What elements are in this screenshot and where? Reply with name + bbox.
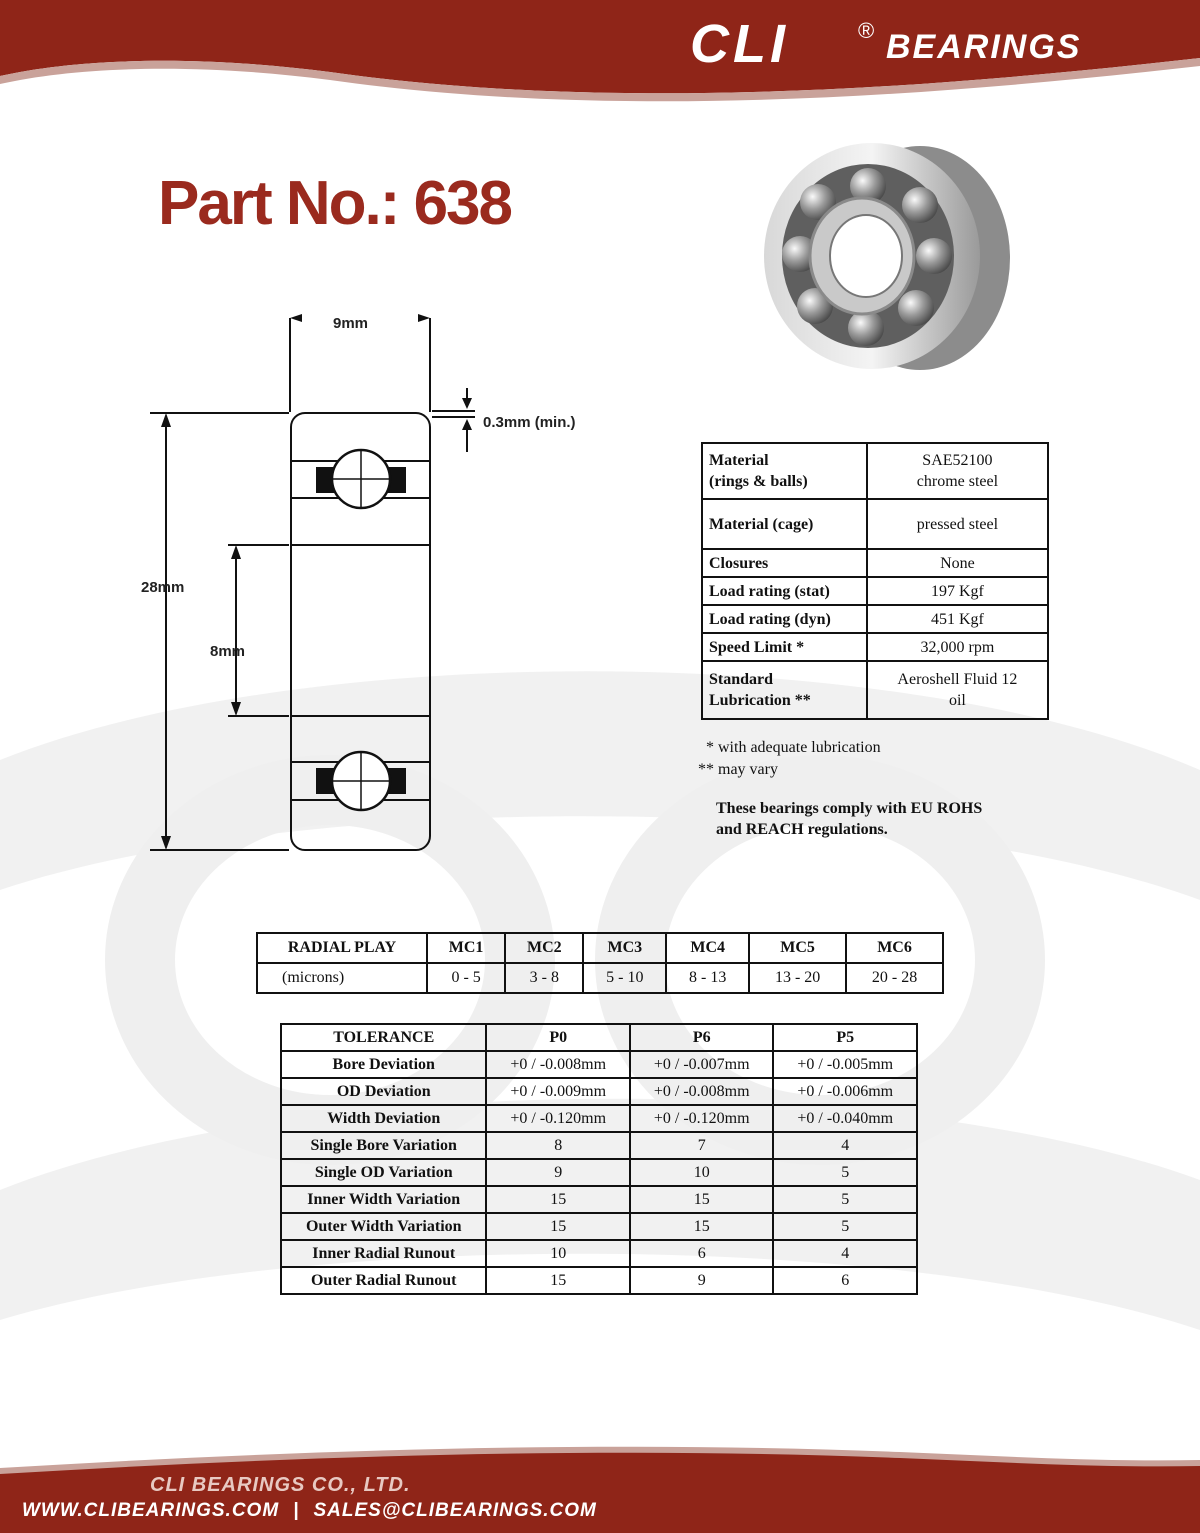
table-cell: 0 - 5 [427, 963, 505, 993]
table-cell: 3 - 8 [505, 963, 583, 993]
table-header-cell: P6 [630, 1024, 774, 1051]
table-row-label: Width Deviation [281, 1105, 486, 1132]
table-row-label: Inner Width Variation [281, 1186, 486, 1213]
registered-mark: ® [858, 18, 875, 43]
table-cell: +0 / -0.040mm [773, 1105, 917, 1132]
table-cell: 9 [486, 1159, 630, 1186]
spec-value: 197 Kgf [867, 577, 1048, 605]
spec-label: Standard [709, 671, 774, 688]
table-cell: +0 / -0.120mm [630, 1105, 774, 1132]
table-cell: 15 [630, 1213, 774, 1240]
compliance-line: and REACH regulations. [716, 821, 888, 838]
footnote-may-vary: ** may vary [698, 761, 778, 778]
spec-value: 451 Kgf [867, 605, 1048, 633]
spec-value: oil [948, 692, 966, 709]
table-cell: 5 - 10 [583, 963, 666, 993]
spec-label: Material (cage) [702, 499, 867, 549]
footer-company-name: CLI BEARINGS CO., LTD. [150, 1474, 411, 1496]
table-header-cell: MC6 [846, 933, 943, 963]
part-title: Part No.: 638 [158, 169, 512, 238]
compliance-line: These bearings comply with EU ROHS [716, 800, 983, 817]
table-header-cell: P5 [773, 1024, 917, 1051]
table-cell: 15 [486, 1213, 630, 1240]
table-header-cell: MC2 [505, 933, 583, 963]
footnote-lubrication: * with adequate lubrication [706, 739, 881, 756]
spec-label: Closures [702, 549, 867, 577]
table-cell: +0 / -0.005mm [773, 1051, 917, 1078]
table-cell: 8 - 13 [666, 963, 749, 993]
spec-label: Load rating (dyn) [702, 605, 867, 633]
table-cell: 6 [773, 1267, 917, 1294]
table-cell: 8 [486, 1132, 630, 1159]
brand-name: CLI [690, 14, 789, 74]
table-header-cell: RADIAL PLAY [257, 933, 427, 963]
table-cell: 15 [630, 1186, 774, 1213]
spec-value: chrome steel [916, 473, 999, 490]
spec-value: 32,000 rpm [867, 633, 1048, 661]
spec-value: None [867, 549, 1048, 577]
spec-label: Lubrication ** [709, 692, 811, 709]
table-row-label: Bore Deviation [281, 1051, 486, 1078]
table-cell: +0 / -0.007mm [630, 1051, 774, 1078]
table-cell: (microns) [257, 963, 427, 993]
table-header-cell: P0 [486, 1024, 630, 1051]
table-cell: 4 [773, 1132, 917, 1159]
table-header-cell: MC5 [749, 933, 846, 963]
table-cell: +0 / -0.009mm [486, 1078, 630, 1105]
table-cell: 13 - 20 [749, 963, 846, 993]
table-cell: 4 [773, 1240, 917, 1267]
outer-diameter-label: 28mm [141, 579, 185, 596]
spec-value: Aeroshell Fluid 12 [897, 671, 1018, 688]
table-cell: 15 [486, 1267, 630, 1294]
footer-contact [22, 1500, 597, 1522]
table-cell: 9 [630, 1267, 774, 1294]
table-cell: +0 / -0.120mm [486, 1105, 630, 1132]
table-header-cell: TOLERANCE [281, 1024, 486, 1051]
table-row-label: OD Deviation [281, 1078, 486, 1105]
table-header-cell: MC4 [666, 933, 749, 963]
table-cell: 6 [630, 1240, 774, 1267]
spec-label: Speed Limit * [702, 633, 867, 661]
table-cell: +0 / -0.008mm [486, 1051, 630, 1078]
table-cell: 7 [630, 1132, 774, 1159]
table-cell: 10 [630, 1159, 774, 1186]
table-cell: 15 [486, 1186, 630, 1213]
brand-tagline: BEARINGS [886, 28, 1082, 66]
spec-label: (rings & balls) [709, 473, 808, 490]
table-cell: 5 [773, 1213, 917, 1240]
table-header-cell: MC3 [583, 933, 666, 963]
table-cell: +0 / -0.008mm [630, 1078, 774, 1105]
spec-value: SAE52100 [922, 452, 993, 469]
table-row-label: Inner Radial Runout [281, 1240, 486, 1267]
spec-label: Material [709, 452, 769, 469]
table-row-label: Single Bore Variation [281, 1132, 486, 1159]
table-cell: 5 [773, 1186, 917, 1213]
bore-diameter-label: 8mm [210, 643, 246, 660]
width-dimension-label: 9mm [333, 315, 369, 332]
spec-value: pressed steel [867, 499, 1048, 549]
table-row-label: Outer Width Variation [281, 1213, 486, 1240]
table-row-label: Single OD Variation [281, 1159, 486, 1186]
table-cell: 20 - 28 [846, 963, 943, 993]
table-header-cell: MC1 [427, 933, 505, 963]
email-link[interactable]: SALES@CLIBEARINGS.COM [313, 1500, 597, 1521]
website-link[interactable]: WWW.CLIBEARINGS.COM [22, 1500, 280, 1521]
footer-separator: | [293, 1500, 300, 1521]
spec-label: Load rating (stat) [702, 577, 867, 605]
table-row-label: Outer Radial Runout [281, 1267, 486, 1294]
table-cell: 10 [486, 1240, 630, 1267]
table-cell: +0 / -0.006mm [773, 1078, 917, 1105]
table-cell: 5 [773, 1159, 917, 1186]
chamfer-dimension-label: 0.3mm (min.) [483, 414, 576, 431]
